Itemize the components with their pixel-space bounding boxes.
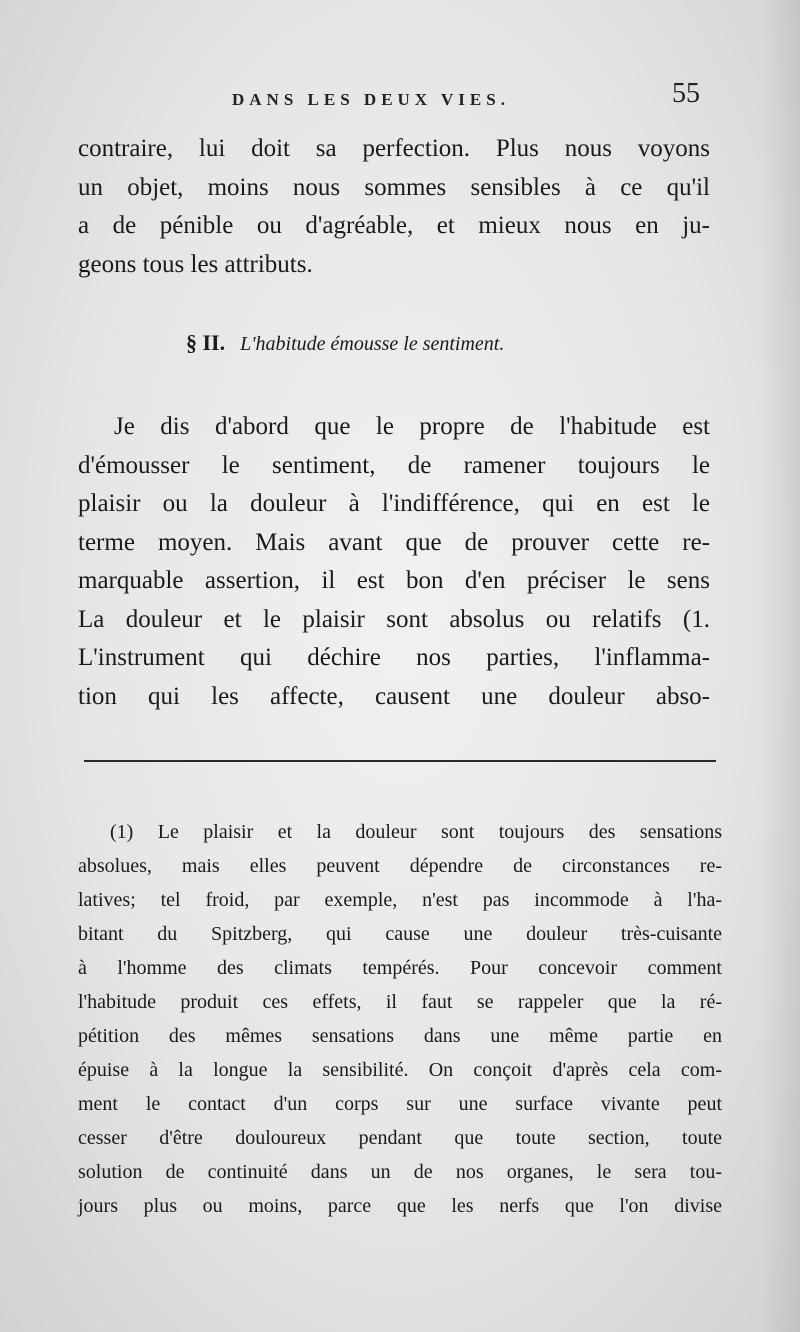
continuation-paragraph bbox=[78, 130, 710, 284]
footnote-line: solution de continuité dans un de nos organes, le sera tou- bbox=[78, 1161, 722, 1183]
footnote-line: l'habitude produit ces effets, il faut se rappeler que la ré- bbox=[78, 991, 722, 1013]
text-line: tion qui les affecte, causent une douleur abso- bbox=[78, 682, 710, 710]
text-line: Je dis d'abord que le propre de l'habitude est bbox=[114, 413, 710, 440]
footnote-divider bbox=[84, 760, 716, 762]
footnote-line: jours plus ou moins, parce que les nerfs que l'on divise bbox=[78, 1195, 722, 1217]
main-paragraph bbox=[78, 408, 710, 716]
text-line: L'instrument qui déchire nos parties, l'inflamma- bbox=[78, 644, 710, 671]
footnote bbox=[78, 815, 722, 1223]
text-line: un objet, moins nous sommes sensibles à ce qu'il bbox=[78, 173, 710, 201]
page-edge-shadow bbox=[760, 0, 800, 1332]
footnote-line: cesser d'être douloureux pendant que toute section, toute bbox=[78, 1127, 722, 1149]
text-line: geons tous les attributs. bbox=[78, 250, 313, 278]
footnote-line: épuise à la longue la sensibilité. On conçoit d'après cela com- bbox=[78, 1059, 722, 1081]
footnote-line: bitant du Spitzberg, qui cause une douleur très-cuisante bbox=[78, 923, 722, 945]
footnote-line: absolues, mais elles peuvent dépendre de circonstances re- bbox=[78, 855, 722, 877]
text-line: plaisir ou la douleur à l'indifférence, qui en est le bbox=[78, 490, 710, 517]
text-line: contraire, lui doit sa perfection. Plus nous voyons bbox=[78, 135, 710, 162]
page-number: 55 bbox=[672, 78, 700, 109]
footnote-line: pétition des mêmes sensations dans une même partie en bbox=[78, 1025, 722, 1047]
text-line: La douleur et le plaisir sont absolus ou relatifs (1. bbox=[78, 605, 710, 633]
footnote-line: (1) Le plaisir et la douleur sont toujours des sensations bbox=[110, 821, 722, 843]
text-line: terme moyen. Mais avant que de prouver cette re- bbox=[78, 528, 710, 556]
text-line: marquable assertion, il est bon d'en préciser le sens bbox=[78, 567, 710, 594]
section-heading bbox=[186, 330, 504, 356]
running-head: DANS LES DEUX VIES. bbox=[232, 90, 510, 109]
text-line: d'émousser le sentiment, de ramener toujours le bbox=[78, 451, 710, 479]
footnote-line: à l'homme des climats tempérés. Pour concevoir comment bbox=[78, 957, 722, 979]
section-title: L'habitude émousse le sentiment. bbox=[240, 333, 505, 355]
section-number: § II. bbox=[186, 330, 226, 355]
footnote-line: latives; tel froid, par exemple, n'est pas incommode à l'ha- bbox=[78, 889, 722, 911]
text-line: a de pénible ou d'agréable, et mieux nous en ju- bbox=[78, 212, 710, 239]
footnote-line: ment le contact d'un corps sur une surface vivante peut bbox=[78, 1093, 722, 1115]
